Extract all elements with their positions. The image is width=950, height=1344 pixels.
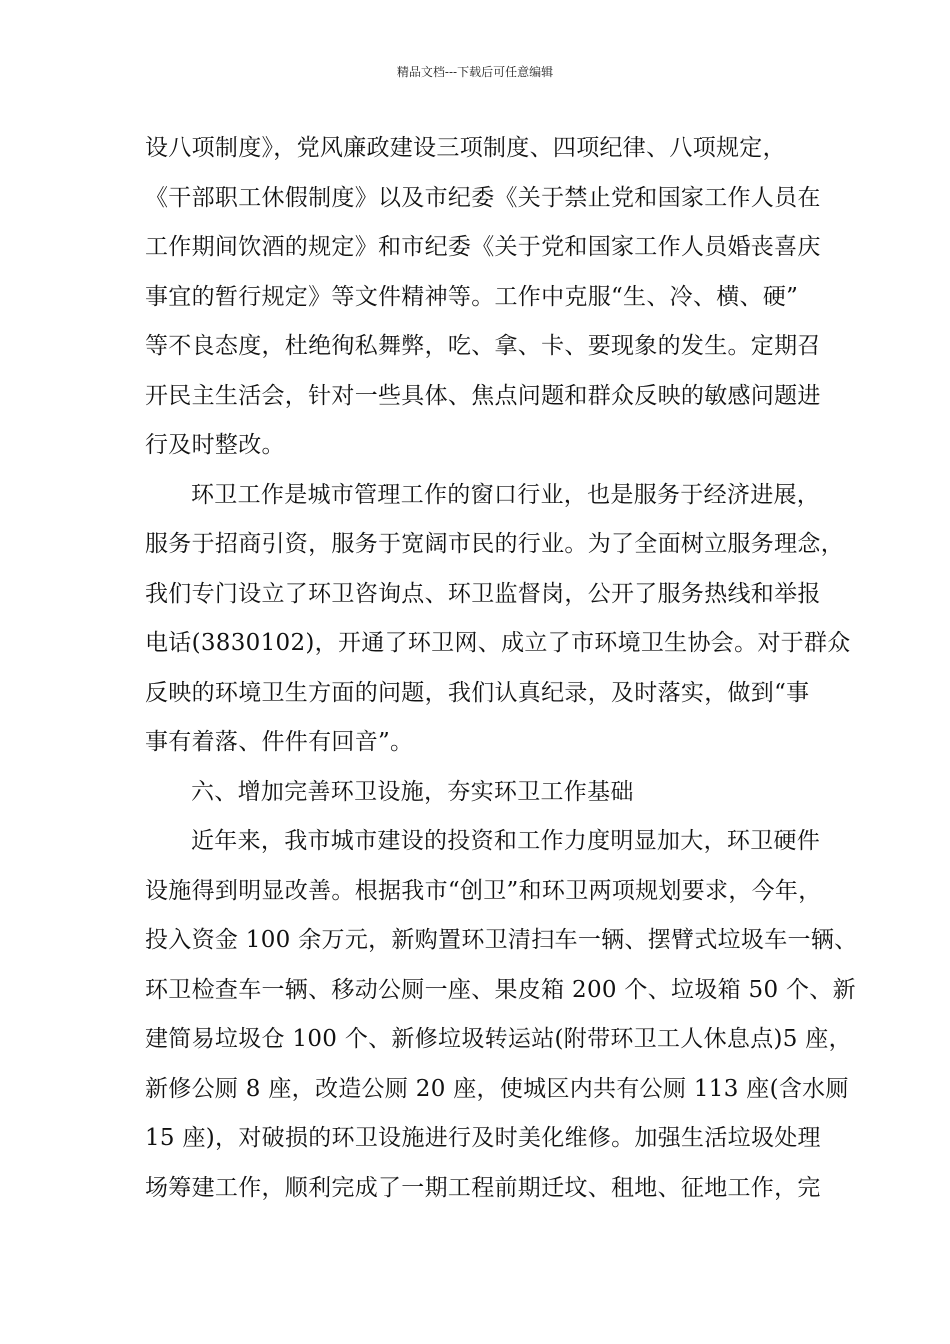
text-line: 设施得到明显改善。根据我市“创卫”和环卫两项规划要求，今年， — [145, 877, 822, 904]
paragraph-rules-discipline — [145, 124, 830, 471]
text-line: 新修公厕 8 座，改造公厕 20 座，使城区内共有公厕 113 座(含水厕 — [145, 1075, 849, 1102]
text-line: 环卫检查车一辆、移动公厕一座、果皮箱 200 个、垃圾箱 50 个、新 — [145, 976, 856, 1003]
paragraph-service-window — [145, 471, 851, 768]
page-header: 精品文档---下载后可任意编辑 — [396, 65, 554, 79]
text-line: 建简易垃圾仓 100 个、新修垃圾转运站(附带环卫工人休息点)5 座， — [145, 1026, 852, 1052]
text-line: 场筹建工作，顺利完成了一期工程前期迁坟、租地、征地工作，完 — [145, 1174, 821, 1201]
text-line: 事有着落、件件有回音”。 — [145, 729, 414, 755]
document-body — [145, 124, 858, 1213]
text-line: 设八项制度》，党风廉政建设三项制度、四项纪律、八项规定， — [145, 135, 786, 161]
text-line: 工作期间饮酒的规定》和市纪委《关于党和国家工作人员婚丧喜庆 — [145, 234, 821, 260]
text-line: 投入资金 100 余万元，新购置环卫清扫车一辆、摆臂式垃圾车一辆、 — [145, 927, 858, 953]
paragraph-facilities — [145, 817, 858, 1213]
text-line: 近年来，我市城市建设的投资和工作力度明显加大，环卫硬件 — [191, 828, 821, 854]
text-line: 等不良态度，杜绝徇私舞弊，吃、拿、卡、要现象的发生。定期召 — [145, 333, 821, 359]
text-line: 我们专门设立了环卫咨询点、环卫监督岗，公开了服务热线和举报 — [145, 580, 821, 607]
text-line: 服务于招商引资，服务于宽阔市民的行业。为了全面树立服务理念， — [145, 531, 844, 557]
text-line: 电话(3830102)，开通了环卫网、成立了市环境卫生协会。对于群众 — [145, 630, 851, 656]
text-line: 开民主生活会，针对一些具体、焦点问题和群众反映的敏感问题进 — [145, 382, 821, 409]
text-line: 环卫工作是城市管理工作的窗口行业，也是服务于经济进展， — [191, 481, 821, 508]
section-heading-text: 六、增加完善环卫设施，夯实环卫工作基础 — [191, 778, 634, 805]
text-line: 15 座)，对破损的环卫设施进行及时美化维修。加强生活垃圾处理 — [145, 1125, 821, 1151]
text-line: 《干部职工休假制度》以及市纪委《关于禁止党和国家工作人员在 — [145, 184, 821, 211]
text-line: 事宜的暂行规定》等文件精神等。工作中克服“生、冷、横、硬” — [145, 283, 799, 310]
section-heading — [145, 768, 830, 818]
text-line: 行及时整改。 — [145, 432, 285, 458]
text-line: 反映的环境卫生方面的问题，我们认真纪录，及时落实，做到“事 — [145, 679, 810, 706]
